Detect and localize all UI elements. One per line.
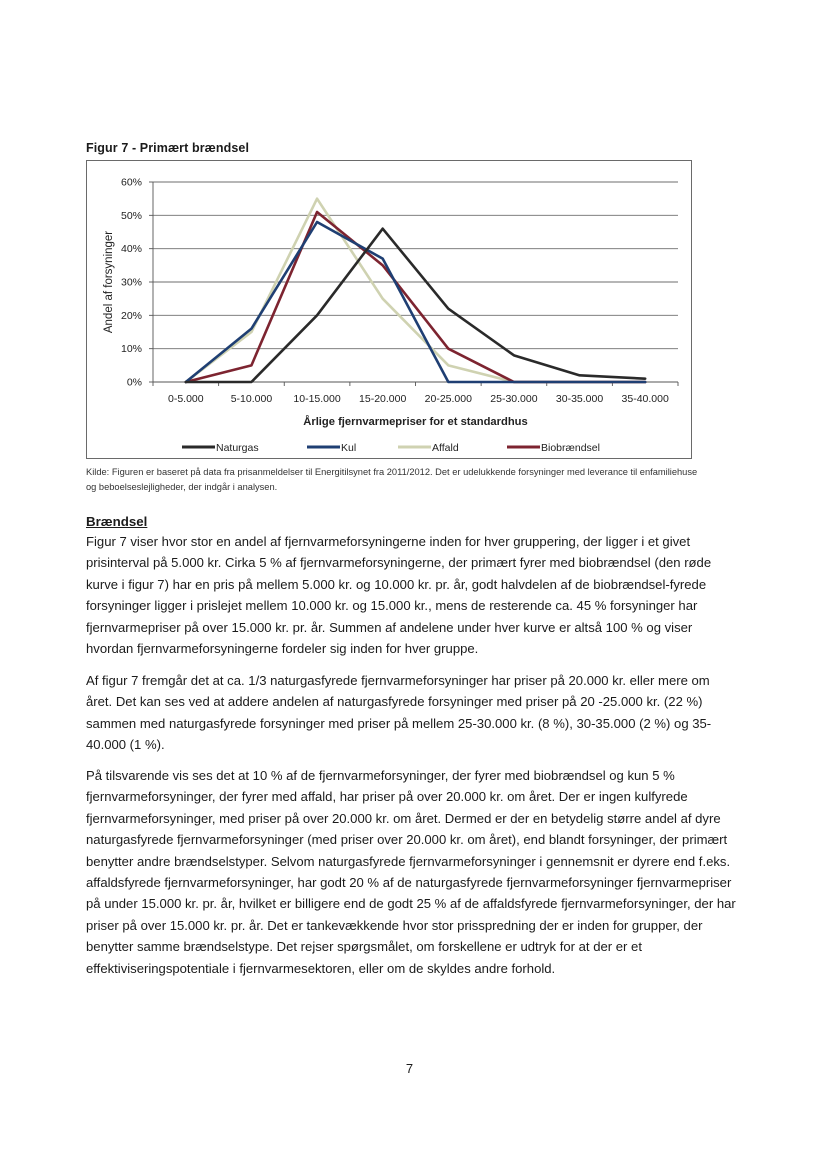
y-tick-label: 40% — [120, 243, 142, 256]
y-tick-label: 20% — [120, 309, 142, 322]
line-chart — [87, 161, 693, 460]
y-tick-label: 50% — [120, 209, 142, 222]
x-tick-label: 5-10.000 — [230, 393, 273, 405]
paragraph-3: På tilsvarende vis ses det at 10 % af de fjernvarmeforsyninger, der fyrer med biobrændsel og kun 5 % fjernvarmeforsyninger, der fyrer med affald, har priser på over 20.000 kr. om året. Der er ingen kulfyrede fjernvarmeforsyninger, med priser på over 20.000 kr. om året. Dermed er der en betydelig større andel af dyre naturgasfyrede fjernvarmeforsyninger (med priser over 20.000 kr. om året), end blandt forsyninger, der primært benytter andre brændselstyper. Selvom naturgasfyrede fjernvarmeforsyninger i gennemsnit er dyrere end f.eks. affaldsfyrede fjernvarmeforsyninger, har godt 20 % af de naturgasfyrede fjernvarmeforsyninger fjernvarmepriser på under 15.000 kr. pr. år, hvilket er billigere end de godt 25 % af de affaldsfyrede fjernvarmeforsyninger, der har priser på over 15.000 kr. pr. år. Det er tankevækkende hvor stor prisspredning der er inden for grupper, der benytter samme brændselstype. Det rejser spørgsmålet, om forskellene er udtryk for at der er et effektiviseringspotentiale i fjernvarmesektoren, eller om de skyldes andre forhold. — [86, 768, 736, 976]
section-heading: Brændsel — [86, 514, 148, 529]
x-tick-label: 20-25.000 — [424, 393, 472, 405]
x-tick-label: 10-15.000 — [293, 393, 341, 405]
legend-label-affald: Affald — [432, 442, 459, 454]
legend-label-biobrændsel: Biobrændsel — [541, 442, 600, 454]
x-tick-label: 30-35.000 — [555, 393, 604, 405]
paragraph-1: Figur 7 viser hvor stor en andel af fjernvarmeforsyningerne inden for hver gruppering, der ligger i et givet prisinterval på 5.000 kr. Cirka 5 % af fjernvarmeforsyningerne, der primært fyrer med biobrændsel (den røde kurve i figur 7) har en pris på mellem 5.000 kr. og 10.000 kr. pr. år, godt halvdelen af de biobrændsel-fyrede forsyninger ligger i prislejet mellem 10.000 kr. og 15.000 kr., mens de resterende ca. 45 % forsyninger har fjernvarmepriser på over 15.000 kr. pr. år. Summen af andelene under hver kurve er altså 100 % og viser hvordan fjernvarmeforsyningerne fordeler sig inden for hver gruppe. — [86, 534, 712, 657]
figure-title: Figur 7 - Primært brændsel — [86, 141, 250, 155]
y-tick-label: 60% — [120, 176, 142, 189]
page-number: 7 — [405, 1061, 414, 1076]
chart-container — [86, 160, 692, 459]
y-tick-label: 0% — [126, 376, 142, 389]
y-tick-label: 30% — [120, 276, 142, 289]
legend-label-naturgas: Naturgas — [216, 442, 259, 454]
x-axis-title: Årlige fjernvarmepriser for et standardhus — [303, 416, 528, 428]
legend-label-kul: Kul — [341, 442, 357, 454]
figure-caption: Kilde: Figuren er baseret på data fra prisanmeldelser til Energitilsynet fra 2011/2012. Det er udelukkende forsyninger med leverance til enfamiliehuse og beboelseslejligheder, der indgår i analysen. — [86, 467, 698, 492]
y-tick-label: 10% — [120, 343, 142, 356]
x-tick-label: 35-40.000 — [621, 393, 669, 405]
x-tick-label: 0-5.000 — [168, 393, 204, 405]
paragraph-2: Af figur 7 fremgår det at ca. 1/3 naturgasfyrede fjernvarmeforsyninger har priser på 20.000 kr. eller mere om året. Det kan ses ved at addere andelen af naturgasfyrede forsyninger med priser på 20 -25.000 kr. (22 %) sammen med naturgasfyrede forsyninger med priser på mellem 25-30.000 kr. (8 %), 30-35.000 (2 %) og 35-40.000 (1 %). — [86, 673, 712, 753]
x-tick-label: 15-20.000 — [359, 393, 407, 405]
y-axis-title: Andel af forsyninger — [103, 230, 115, 334]
x-tick-label: 25-30.000 — [490, 393, 538, 405]
series-line-biobrændsel — [186, 212, 645, 382]
